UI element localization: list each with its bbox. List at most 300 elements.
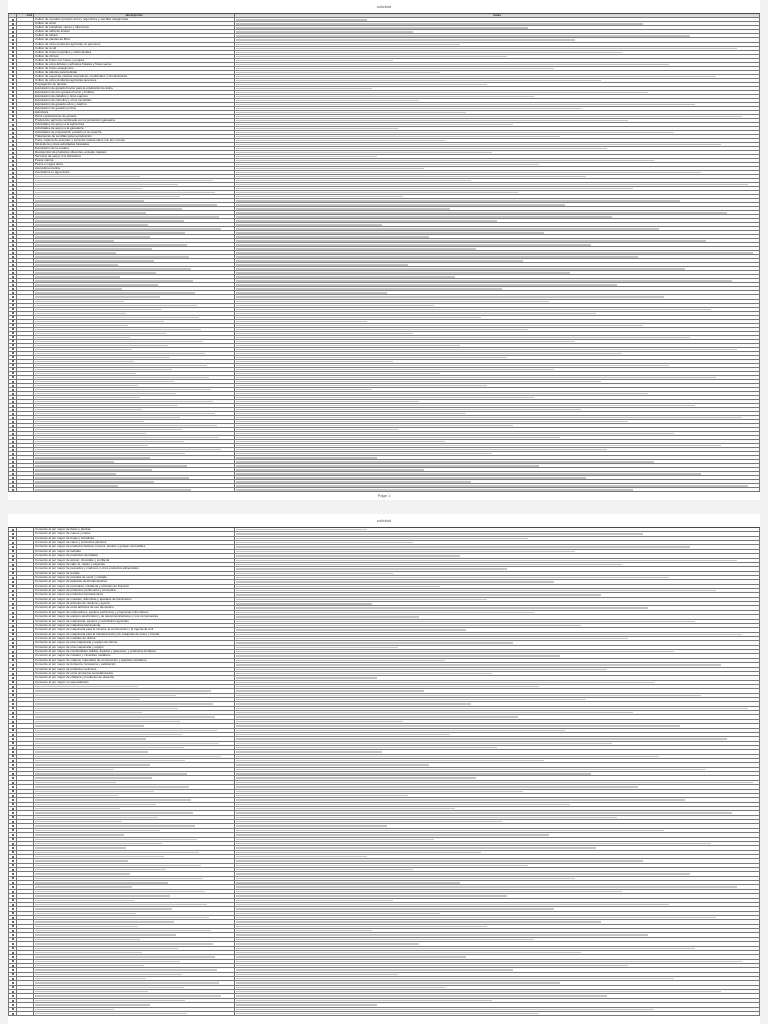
row-description — [33, 444, 234, 447]
row-notes — [234, 838, 760, 841]
row-marker-icon — [12, 324, 14, 326]
row-description — [33, 376, 234, 379]
row-notes — [234, 907, 760, 910]
row-marker-icon — [12, 272, 14, 274]
row-marker — [8, 763, 16, 766]
row-code — [16, 91, 33, 94]
row-notes — [234, 324, 760, 327]
row-code — [16, 43, 33, 46]
row-description — [33, 811, 234, 814]
row-description: Comercio al por mayor no especializado — [33, 681, 234, 684]
row-marker-icon — [12, 603, 14, 605]
row-notes — [234, 855, 760, 858]
row-notes — [234, 432, 760, 435]
row-marker — [8, 794, 16, 797]
row-marker — [8, 537, 16, 540]
row-marker-icon — [12, 368, 14, 370]
row-marker-icon — [12, 1004, 14, 1006]
row-notes — [234, 251, 760, 254]
row-marker — [8, 468, 16, 471]
row-marker-icon — [12, 429, 14, 431]
row-marker — [8, 155, 16, 158]
row-marker-icon — [12, 59, 14, 61]
row-description — [33, 907, 234, 910]
row-marker-icon — [12, 389, 14, 391]
row-description — [33, 368, 234, 371]
row-marker — [8, 990, 16, 993]
row-marker — [8, 291, 16, 294]
row-description — [33, 942, 234, 945]
row-description — [33, 300, 234, 303]
row-code — [16, 838, 33, 841]
row-marker-icon — [12, 542, 14, 544]
row-code — [16, 633, 33, 636]
row-code — [16, 191, 33, 194]
row-marker-icon — [12, 908, 14, 910]
row-marker-icon — [12, 63, 14, 65]
row-marker — [8, 271, 16, 274]
row-marker — [8, 916, 16, 919]
row-marker-icon — [12, 651, 14, 653]
row-marker — [8, 352, 16, 355]
row-notes — [234, 672, 760, 675]
row-marker — [8, 907, 16, 910]
row-marker-icon — [12, 437, 14, 439]
row-code — [16, 624, 33, 627]
row-notes — [234, 528, 760, 531]
row-description — [33, 207, 234, 210]
row-code — [16, 842, 33, 845]
row-marker-icon — [12, 1013, 14, 1015]
row-marker-icon — [12, 773, 14, 775]
row-notes — [234, 340, 760, 343]
row-marker — [8, 559, 16, 562]
row-description — [33, 890, 234, 893]
row-marker-icon — [12, 296, 14, 298]
row-marker-icon — [12, 590, 14, 592]
row-marker — [8, 807, 16, 810]
row-marker — [8, 628, 16, 631]
row-marker — [8, 83, 16, 86]
row-code — [16, 768, 33, 771]
row-code — [16, 34, 33, 37]
row-description: Explotación de ganado porcino — [33, 107, 234, 110]
row-description — [33, 742, 234, 745]
row-description — [33, 440, 234, 443]
row-code — [16, 628, 33, 631]
row-description: Comercio al por mayor de carne y productos cárnicos — [33, 541, 234, 544]
row-code — [16, 87, 33, 90]
row-marker — [8, 472, 16, 475]
row-marker-icon — [12, 716, 14, 718]
row-description — [33, 894, 234, 897]
row-notes — [234, 1003, 760, 1006]
row-code — [16, 312, 33, 315]
row-description — [33, 239, 234, 242]
row-description: Comercio al por mayor de prendas de vestir y calzado — [33, 576, 234, 579]
row-notes — [234, 235, 760, 238]
row-notes — [234, 846, 760, 849]
row-code — [16, 925, 33, 928]
row-marker-icon — [12, 559, 14, 561]
row-code — [16, 829, 33, 832]
row-code — [16, 183, 33, 186]
row-marker — [8, 207, 16, 210]
row-notes — [234, 63, 760, 66]
row-notes — [234, 637, 760, 640]
row-marker — [8, 702, 16, 705]
row-marker-icon — [12, 71, 14, 73]
row-marker-icon — [12, 747, 14, 749]
row-notes — [234, 304, 760, 307]
row-marker — [8, 633, 16, 636]
table-row — [8, 488, 760, 492]
row-marker — [8, 388, 16, 391]
row-marker — [8, 416, 16, 419]
row-marker-icon — [12, 629, 14, 631]
row-description — [33, 1003, 234, 1006]
row-marker-icon — [12, 228, 14, 230]
row-code — [16, 55, 33, 58]
row-description — [33, 448, 234, 451]
row-marker — [8, 720, 16, 723]
row-marker-icon — [12, 860, 14, 862]
row-description: Comercio al por mayor de pescados y mariscos y otros productos alimenticios — [33, 567, 234, 570]
row-marker-icon — [12, 891, 14, 893]
row-marker — [8, 550, 16, 553]
row-marker — [8, 191, 16, 194]
row-code — [16, 22, 33, 25]
row-marker-icon — [12, 461, 14, 463]
row-marker-icon — [12, 882, 14, 884]
row-notes — [234, 75, 760, 78]
row-marker-icon — [12, 103, 14, 105]
row-marker — [8, 79, 16, 82]
row-code — [16, 620, 33, 623]
row-marker-icon — [12, 280, 14, 282]
row-marker-icon — [12, 917, 14, 919]
row-notes — [234, 155, 760, 158]
row-marker-icon — [12, 834, 14, 836]
row-marker — [8, 659, 16, 662]
row-marker — [8, 986, 16, 989]
row-notes — [234, 255, 760, 258]
row-notes — [234, 1012, 760, 1015]
row-description: Cultivo de cítricos — [33, 55, 234, 58]
row-notes — [234, 344, 760, 347]
row-marker — [8, 444, 16, 447]
row-marker-icon — [12, 550, 14, 552]
row-code — [16, 203, 33, 206]
row-notes — [234, 275, 760, 278]
row-notes — [234, 22, 760, 25]
row-code — [16, 733, 33, 736]
row-marker — [8, 131, 16, 134]
row-description — [33, 768, 234, 771]
row-marker — [8, 942, 16, 945]
row-description — [33, 707, 234, 710]
row-marker-icon — [12, 248, 14, 250]
row-notes — [234, 938, 760, 941]
row-notes — [234, 750, 760, 753]
row-notes — [234, 147, 760, 150]
row-marker-icon — [12, 421, 14, 423]
row-description — [33, 947, 234, 950]
row-description — [33, 816, 234, 819]
row-marker — [8, 22, 16, 25]
row-notes — [234, 947, 760, 950]
row-notes — [234, 392, 760, 395]
row-description — [33, 384, 234, 387]
row-marker-icon — [12, 825, 14, 827]
page-footer: Page 1 — [377, 493, 391, 498]
row-notes — [234, 43, 760, 46]
row-marker — [8, 672, 16, 675]
row-description — [33, 203, 234, 206]
row-description — [33, 694, 234, 697]
row-code — [16, 724, 33, 727]
row-code — [16, 155, 33, 158]
row-notes — [234, 803, 760, 806]
row-description: Actividades de preparación posterior a la cosecha — [33, 131, 234, 134]
row-notes — [234, 807, 760, 810]
row-description — [33, 1012, 234, 1015]
row-code — [16, 392, 33, 395]
row-notes — [234, 811, 760, 814]
row-marker-icon — [12, 352, 14, 354]
row-notes — [234, 593, 760, 596]
row-code — [16, 424, 33, 427]
row-description: Comercio al por mayor de muebles de oficina — [33, 637, 234, 640]
row-notes — [234, 951, 760, 954]
row-marker — [8, 203, 16, 206]
row-description — [33, 711, 234, 714]
row-marker-icon — [12, 196, 14, 198]
row-code — [16, 611, 33, 614]
row-notes — [234, 223, 760, 226]
row-code — [16, 328, 33, 331]
row-notes — [234, 356, 760, 359]
row-marker-icon — [12, 786, 14, 788]
row-description: Comercio al por mayor de otros artículos de uso doméstico — [33, 606, 234, 609]
row-code — [16, 287, 33, 290]
row-marker-icon — [12, 156, 14, 158]
row-marker — [8, 541, 16, 544]
row-marker-icon — [12, 934, 14, 936]
row-description — [33, 267, 234, 270]
row-marker-icon — [12, 607, 14, 609]
row-notes — [234, 283, 760, 286]
row-marker — [8, 364, 16, 367]
row-notes — [234, 456, 760, 459]
row-code — [16, 468, 33, 471]
row-code — [16, 199, 33, 202]
row-description: Comercio al por mayor de productos farmacéuticos — [33, 593, 234, 596]
row-notes — [234, 364, 760, 367]
row-code — [16, 139, 33, 142]
row-description — [33, 977, 234, 980]
row-marker-icon — [12, 625, 14, 627]
row-marker-icon — [12, 646, 14, 648]
row-description — [33, 912, 234, 915]
row-notes — [234, 707, 760, 710]
row-code — [16, 1008, 33, 1011]
row-marker — [8, 143, 16, 146]
row-code — [16, 432, 33, 435]
row-notes — [234, 135, 760, 138]
row-notes — [234, 211, 760, 214]
row-notes — [234, 702, 760, 705]
row-marker — [8, 456, 16, 459]
row-description — [33, 436, 234, 439]
row-notes — [234, 755, 760, 758]
row-marker-icon — [12, 356, 14, 358]
row-code — [16, 18, 33, 21]
row-marker — [8, 707, 16, 710]
row-code — [16, 763, 33, 766]
row-marker-icon — [12, 664, 14, 666]
row-description — [33, 231, 234, 234]
row-code — [16, 488, 33, 491]
row-notes — [234, 376, 760, 379]
row-code — [16, 324, 33, 327]
row-code — [16, 681, 33, 684]
row-marker-icon — [12, 172, 14, 174]
row-notes — [234, 416, 760, 419]
row-notes — [234, 968, 760, 971]
row-notes — [234, 559, 760, 562]
row-marker — [8, 838, 16, 841]
row-notes — [234, 328, 760, 331]
row-code — [16, 59, 33, 62]
row-marker-icon — [12, 107, 14, 109]
row-notes — [234, 87, 760, 90]
row-description: Comercio al por mayor de azúcar, chocolate y confitería — [33, 559, 234, 562]
row-marker — [8, 781, 16, 784]
row-description — [33, 468, 234, 471]
row-description — [33, 933, 234, 936]
row-marker-icon — [12, 67, 14, 69]
row-marker — [8, 776, 16, 779]
row-notes — [234, 724, 760, 727]
row-notes — [234, 360, 760, 363]
row-description — [33, 424, 234, 427]
activity-table — [8, 527, 760, 1016]
row-description: Explotación de ganado ovino y caprino — [33, 103, 234, 106]
row-code — [16, 894, 33, 897]
row-code — [16, 541, 33, 544]
row-description — [33, 885, 234, 888]
row-marker — [8, 436, 16, 439]
row-marker-icon — [12, 681, 14, 683]
row-description — [33, 275, 234, 278]
row-marker — [8, 464, 16, 467]
row-marker-icon — [12, 594, 14, 596]
row-notes — [234, 768, 760, 771]
row-marker — [8, 790, 16, 793]
row-marker — [8, 111, 16, 114]
row-marker — [8, 448, 16, 451]
row-marker — [8, 824, 16, 827]
row-description: Comercio al por mayor de ferretería, fontanería y calefacción — [33, 663, 234, 666]
row-description: Cultivo de cereales (excepto arroz), legumbres y semillas oleaginosas — [33, 18, 234, 21]
row-marker — [8, 324, 16, 327]
row-marker — [8, 51, 16, 54]
row-notes — [234, 899, 760, 902]
row-marker-icon — [12, 220, 14, 222]
row-code — [16, 785, 33, 788]
row-marker-icon — [12, 31, 14, 33]
row-marker — [8, 18, 16, 21]
row-marker-icon — [12, 877, 14, 879]
row-marker — [8, 868, 16, 871]
row-marker — [8, 698, 16, 701]
row-code — [16, 833, 33, 836]
table-row — [8, 1012, 760, 1016]
row-notes — [234, 388, 760, 391]
row-marker-icon — [12, 465, 14, 467]
row-description — [33, 428, 234, 431]
row-marker-icon — [12, 348, 14, 350]
row-marker-icon — [12, 572, 14, 574]
row-code — [16, 111, 33, 114]
row-marker-icon — [12, 148, 14, 150]
row-description — [33, 348, 234, 351]
row-description — [33, 215, 234, 218]
row-code — [16, 235, 33, 238]
row-marker-icon — [12, 703, 14, 705]
row-notes — [234, 151, 760, 154]
row-marker-icon — [12, 417, 14, 419]
row-marker — [8, 400, 16, 403]
row-description: Comercio al por mayor de artículos de relojería y joyería — [33, 602, 234, 605]
row-code — [16, 772, 33, 775]
row-notes — [234, 820, 760, 823]
row-marker-icon — [12, 782, 14, 784]
row-code — [16, 83, 33, 86]
row-marker — [8, 328, 16, 331]
row-description — [33, 287, 234, 290]
row-marker — [8, 589, 16, 592]
row-marker — [8, 885, 16, 888]
row-description — [33, 364, 234, 367]
row-notes — [234, 532, 760, 535]
row-code — [16, 698, 33, 701]
row-code — [16, 304, 33, 307]
row-marker-icon — [12, 537, 14, 539]
row-description — [33, 855, 234, 858]
row-marker — [8, 750, 16, 753]
row-notes — [234, 480, 760, 483]
row-code — [16, 352, 33, 355]
row-marker-icon — [12, 316, 14, 318]
row-code — [16, 291, 33, 294]
row-code — [16, 563, 33, 566]
row-notes — [234, 628, 760, 631]
row-description — [33, 689, 234, 692]
row-code — [16, 942, 33, 945]
row-marker-icon — [12, 904, 14, 906]
row-marker — [8, 67, 16, 70]
row-notes — [234, 541, 760, 544]
row-notes — [234, 55, 760, 58]
row-marker — [8, 412, 16, 415]
row-marker — [8, 432, 16, 435]
row-description — [33, 263, 234, 266]
row-notes — [234, 920, 760, 923]
row-code — [16, 460, 33, 463]
row-code — [16, 480, 33, 483]
